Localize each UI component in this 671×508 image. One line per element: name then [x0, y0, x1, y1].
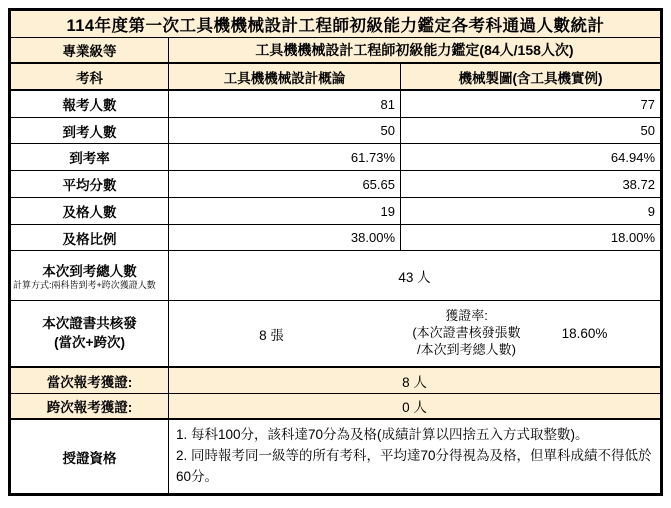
- table-row-current-grant: [11, 368, 660, 394]
- row-value-col2: 77: [640, 96, 655, 112]
- table-row-pass-rate: [11, 225, 660, 251]
- table-row-qualification: [11, 420, 660, 493]
- table-row-cross-grant: [11, 394, 660, 420]
- page-title: 114年度第一次工具機機械設計工程師初級能力鑑定各考科通過人數統計: [66, 17, 605, 35]
- cross-grant-label: 跨次報考獲證:: [11, 394, 169, 418]
- certificates-value-cell: [169, 301, 660, 366]
- title-row: [11, 11, 660, 38]
- row-label: 到考人數: [11, 118, 169, 143]
- row-value-col2: 18.00%: [610, 230, 655, 245]
- total-attended-label-cell: [11, 251, 169, 300]
- row-value-col1: 19: [169, 198, 401, 224]
- certificates-rate-formula: [374, 308, 559, 359]
- table-row-passed-count: [11, 198, 660, 225]
- certificates-label-line1: 本次證書共核發: [42, 315, 137, 331]
- rate-formula-line1: (本次證書核發張數: [412, 325, 521, 341]
- row-value-col1: 81: [169, 91, 401, 117]
- total-attended-note: 計算方式:兩科皆到考+跨次獲證人數: [13, 280, 156, 291]
- current-grant-value: 8 人: [402, 374, 427, 390]
- table-row-total-attended: [11, 251, 660, 301]
- certificates-count: 8 張: [259, 327, 284, 343]
- subject-row: [11, 64, 660, 91]
- row-value-col2: 64.94%: [610, 149, 655, 165]
- row-value-col2: 9: [647, 203, 655, 219]
- row-label: 及格比例: [11, 225, 169, 250]
- total-attended-value: 43 人: [398, 269, 431, 285]
- certificates-label-cell: [11, 301, 169, 366]
- row-value-col2: 50: [640, 123, 655, 138]
- row-value-col1: 65.65: [169, 171, 401, 197]
- current-grant-label: 當次報考獲證:: [11, 368, 169, 393]
- rate-formula-line2: /本次到考總人數): [417, 341, 516, 357]
- subject-col1: 工具機機械設計概論: [169, 64, 401, 89]
- table-row-attendance-rate: [11, 144, 660, 171]
- row-label: 報考人數: [11, 91, 169, 117]
- table-row-certificates: [11, 301, 660, 368]
- table-row-attended: [11, 118, 660, 144]
- table-row-registered: [11, 91, 660, 118]
- level-label: 專業級等: [11, 38, 169, 62]
- row-value-col1: 38.00%: [169, 225, 401, 250]
- total-attended-label: 本次到考總人數: [42, 264, 137, 280]
- row-label: 及格人數: [11, 198, 169, 224]
- row-value-col1: 50: [169, 118, 401, 143]
- qualification-line-2: 2. 同時報考同一級等的所有考科，平均達70分得視為及格，但單科成績不得低於60分。: [176, 448, 652, 484]
- row-label: 到考率: [11, 144, 169, 170]
- subject-label: 考科: [11, 64, 169, 89]
- cross-grant-value: 0 人: [402, 400, 427, 415]
- level-value: 工具機機械設計工程師初級能力鑑定(84人/158人次): [255, 42, 574, 58]
- rate-title: 獲證率:: [445, 308, 488, 324]
- stats-table: [8, 8, 663, 496]
- qualification-line-1: 1. 每科100分，該科達70分為及格(成績計算以四捨五入方式取整數)。: [176, 427, 589, 443]
- qualification-label: 授證資格: [11, 420, 169, 493]
- row-value-col1: 61.73%: [169, 144, 401, 170]
- certificates-rate-value: 18.60%: [561, 326, 608, 341]
- certificates-label-line2: (當次+跨次): [54, 334, 125, 350]
- level-row: [11, 38, 660, 64]
- row-value-col2: 38.72: [622, 176, 655, 192]
- table-row-average-score: [11, 171, 660, 198]
- subject-col2: 機械製圖(含工具機實例): [458, 70, 603, 86]
- qualification-text-cell: [169, 420, 660, 493]
- row-label: 平均分數: [11, 171, 169, 197]
